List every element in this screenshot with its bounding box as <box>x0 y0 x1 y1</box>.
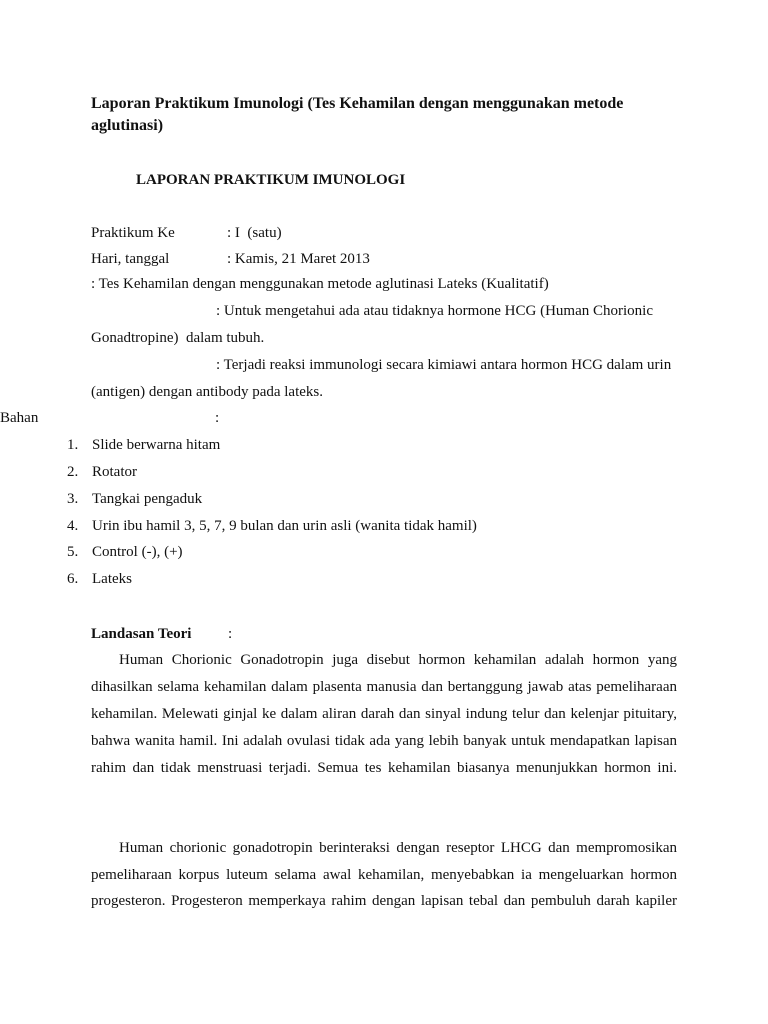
prinsip-line-2: (antigen) dengan antibody pada lateks. <box>91 384 324 400</box>
list-item: Tangkai pengaduk <box>92 491 203 507</box>
list-item-number: 5. <box>67 544 79 560</box>
list-item-number: 3. <box>67 491 79 507</box>
praktikum-value: : I (satu) <box>227 225 282 241</box>
list-item-number: 1. <box>67 437 79 453</box>
landasan-colon: : <box>228 626 233 642</box>
paragraph-line: pemeliharaan korpus luteum selama awal kehamilan, menyebabkan ia mengeluarkan hormon <box>91 867 677 883</box>
list-item-number: 2. <box>67 464 79 480</box>
landasan-heading: Landasan Teori <box>91 626 192 642</box>
section-heading: LAPORAN PRAKTIKUM IMUNOLOGI <box>136 172 406 188</box>
tujuan-line-2: Gonadtropine) dalam tubuh. <box>91 330 265 346</box>
document-title-line-1: Laporan Praktikum Imunologi (Tes Kehamilan dengan menggunakan metode <box>91 95 624 112</box>
list-item-number: 6. <box>67 571 79 587</box>
bahan-colon: : <box>215 410 220 426</box>
paragraph-line: Human chorionic gonadotropin berinteraksi dengan reseptor LHCG dan mempromosikan <box>119 840 677 856</box>
list-item-number: 4. <box>67 518 79 534</box>
list-item: Rotator <box>92 464 137 480</box>
judul-value: : Tes Kehamilan dengan menggunakan metode aglutinasi Lateks (Kualitatif) <box>91 276 549 292</box>
paragraph-line: dihasilkan selama kehamilan dalam plasenta manusia dan bertanggung jawab atas pemeliharaan <box>91 679 677 695</box>
paragraph-line: kehamilan. Melewati ginjal ke dalam aliran darah dan sinyal indung telur dan kelenjar pituitary, <box>91 706 677 722</box>
hari-value: : Kamis, 21 Maret 2013 <box>227 251 370 267</box>
hari-label: Hari, tanggal <box>91 251 170 267</box>
paragraph-line: bahwa wanita hamil. Ini adalah ovulasi tidak ada yang lebih banyak untuk mendapatkan lapisan <box>91 733 677 749</box>
paragraph-line: rahim dan tidak menstruasi terjadi. Semua tes kehamilan biasanya menunjukkan hormon ini. <box>91 760 677 776</box>
praktikum-label: Praktikum Ke <box>91 225 175 241</box>
list-item: Lateks <box>92 571 132 587</box>
list-item: Control (-), (+) <box>92 544 183 560</box>
list-item: Urin ibu hamil 3, 5, 7, 9 bulan dan urin asli (wanita tidak hamil) <box>92 518 477 534</box>
bahan-label: Bahan <box>0 410 39 426</box>
paragraph-line: Human Chorionic Gonadotropin juga disebut hormon kehamilan adalah hormon yang <box>119 652 677 668</box>
prinsip-line-1: : Terjadi reaksi immunologi secara kimiawi antara hormon HCG dalam urin <box>216 357 672 373</box>
list-item: Slide berwarna hitam <box>92 437 221 453</box>
tujuan-line-1: : Untuk mengetahui ada atau tidaknya hormone HCG (Human Chorionic <box>216 303 653 319</box>
document-title-line-2: aglutinasi) <box>91 117 164 134</box>
paragraph-line: progesteron. Progesteron memperkaya rahim dengan lapisan tebal dan pembuluh darah kapiler <box>91 893 677 909</box>
